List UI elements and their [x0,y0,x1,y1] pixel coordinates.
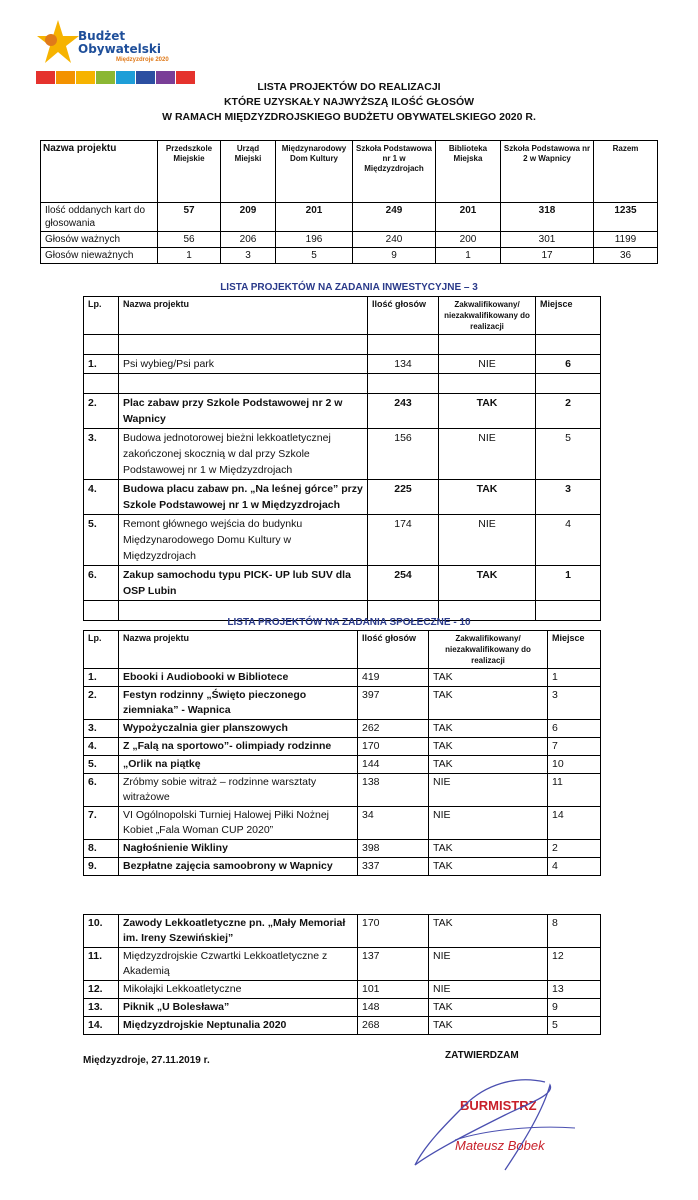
col-header: Nazwa projektu [119,631,358,669]
header-line-1: LISTA PROJEKTÓW DO REALIZACJI [257,81,441,93]
name-cell: Mikołajki Lekkoatletyczne [119,981,358,999]
name-cell: Zróbmy sobie witraż – rodzinne warsztaty witrażowe [119,774,358,807]
col-header: Lp. [84,297,119,335]
col-header: Nazwa projektu [119,297,368,335]
votes-cell: 134 [368,355,439,374]
table-row [84,566,601,601]
name-cell: Międzyzdrojskie Neptunalia 2020 [119,1017,358,1035]
votes-cell: 243 [368,394,439,429]
cell: 17 [501,248,594,264]
votes-cell: 144 [358,756,429,774]
place-cell: 11 [548,774,601,807]
table-row [84,669,601,687]
row-label: Ilość oddanych kart do głosowania [41,203,158,232]
name-cell: Wypożyczalnia gier planszowych [119,720,358,738]
lp-cell: 11. [84,948,119,981]
table-row [41,248,658,264]
qualified-cell: TAK [429,687,548,720]
name-cell: Plac zabaw przy Szkole Podstawowej nr 2 w Wapnicy [119,394,368,429]
votes-cell: 138 [358,774,429,807]
place-cell: 13 [548,981,601,999]
name-cell: Zakup samochodu typu PICK- UP lub SUV dla OSP Lubin [119,566,368,601]
invest-table [83,296,601,621]
table-row [84,915,601,948]
place-cell: 4 [548,858,601,876]
table-row [84,1017,601,1035]
lp-cell: 1. [84,355,119,374]
votes-cell: 34 [358,807,429,840]
lp-cell: 3. [84,429,119,480]
table-row [84,999,601,1017]
header-line-2: KTÓRE UZYSKAŁY NAJWYŻSZĄ ILOŚĆ GŁOSÓW [223,96,475,108]
cell: 301 [501,232,594,248]
place-cell: 1 [548,669,601,687]
place-cell: 3 [548,687,601,720]
stamp-name: Mateusz Bobek [455,1138,545,1153]
votes-cell: 397 [358,687,429,720]
place-cell: 10 [548,756,601,774]
cell: 240 [353,232,436,248]
place-cell: 5 [548,1017,601,1035]
col-header: Szkoła Podstawowa nr 2 w Wapnicy [501,141,594,203]
col-header: Lp. [84,631,119,669]
name-cell: Festyn rodzinny „Święto pieczonego ziemniaka” - Wapnica [119,687,358,720]
col-header: Przedszkole Miejskie [158,141,221,203]
col-header: Zakwalifikowany/ niezakwalifikowany do realizacji [429,631,548,669]
votes-cell: 174 [368,515,439,566]
table-row [84,948,601,981]
qualified-cell: TAK [429,1017,548,1035]
col-header: Miejsce [548,631,601,669]
document-date: Międzyzdroje, 27.11.2019 r. [83,1055,210,1066]
qualified-cell: TAK [429,756,548,774]
name-cell: „Orlik na piątkę [119,756,358,774]
votes-cell: 254 [368,566,439,601]
table-row [84,429,601,480]
lp-cell: 1. [84,669,119,687]
cell: 57 [158,203,221,232]
header-line-3: W RAMACH MIĘDZYZDROJSKIEGO BUDŻETU OBYWATELSKIEGO 2020 R. [162,111,536,123]
place-cell: 2 [536,394,601,429]
cell: 1235 [594,203,658,232]
table-row [84,687,601,720]
budget-logo [36,18,196,88]
votes-cell: 101 [358,981,429,999]
table-row [84,807,601,840]
place-cell: 4 [536,515,601,566]
cell: 200 [436,232,501,248]
table-header-row [84,631,601,669]
logo-text-1: Budżet [78,29,126,43]
lp-cell: 2. [84,687,119,720]
invest-title: LISTA PROJEKTÓW NA ZADANIA INWESTYCYJNE – 3 [220,282,478,293]
approval-label: ZATWIERDZAM [445,1050,519,1061]
votes-cell: 268 [358,1017,429,1035]
qualified-cell: NIE [439,515,536,566]
table-row [41,232,658,248]
votes-cell: 262 [358,720,429,738]
place-cell: 5 [536,429,601,480]
cell: 1 [436,248,501,264]
name-cell: Bezpłatne zajęcia samoobrony w Wapnicy [119,858,358,876]
signature-stamp [395,1070,595,1180]
name-cell: Międzyzdrojskie Czwartki Lekkoatletyczne z Akademią [119,948,358,981]
votes-cell: 337 [358,858,429,876]
lp-cell: 12. [84,981,119,999]
stamp-title: BURMISTRZ [460,1098,537,1113]
votes-cell: 137 [358,948,429,981]
signature-icon [395,1070,595,1180]
table-row [84,981,601,999]
votes-cell: 148 [358,999,429,1017]
lp-cell: 5. [84,756,119,774]
row-label: Głosów ważnych [41,232,158,248]
cell: 318 [501,203,594,232]
col-header: Szkoła Podstawowa nr 1 w Międzyzdrojach [353,141,436,203]
table-header-row [41,141,658,203]
table-row [84,515,601,566]
lp-cell: 8. [84,840,119,858]
name-cell: Ebooki i Audiobooki w Bibliotece [119,669,358,687]
place-cell: 2 [548,840,601,858]
star-logo-icon [36,18,80,68]
place-cell: 6 [548,720,601,738]
col-header: Biblioteka Miejska [436,141,501,203]
social-table-continued [83,914,601,1035]
votes-cell: 225 [368,480,439,515]
name-cell: Z „Falą na sportowo”- olimpiady rodzinne [119,738,358,756]
qualified-cell: NIE [429,948,548,981]
col-header: Nazwa projektu [41,141,158,203]
qualified-cell: TAK [439,566,536,601]
name-cell: Budowa placu zabaw pn. „Na leśnej górce” przy Szkole Podstawowej nr 1 w Międzyzdrojach [119,480,368,515]
cell: 206 [221,232,276,248]
social-table [83,630,601,876]
cell: 201 [436,203,501,232]
social-title: LISTA PROJEKTÓW NA ZADANIA SPOŁECZNE - 10 [227,617,471,628]
col-header: Międzynarodowy Dom Kultury [276,141,353,203]
lp-cell: 6. [84,566,119,601]
table-row [84,355,601,374]
place-cell: 9 [548,999,601,1017]
table-row [41,203,658,232]
cell: 1 [158,248,221,264]
place-cell: 14 [548,807,601,840]
cell: 3 [221,248,276,264]
qualified-cell: TAK [439,480,536,515]
lp-cell: 5. [84,515,119,566]
cell: 196 [276,232,353,248]
qualified-cell: NIE [429,774,548,807]
place-cell: 8 [548,915,601,948]
table-row [84,756,601,774]
col-header: Ilość głosów [368,297,439,335]
name-cell: Psi wybieg/Psi park [119,355,368,374]
lp-cell: 14. [84,1017,119,1035]
table-header-row [84,297,601,335]
col-header: Urząd Miejski [221,141,276,203]
votes-cell: 419 [358,669,429,687]
qualified-cell: NIE [439,429,536,480]
cell: 56 [158,232,221,248]
lp-cell: 13. [84,999,119,1017]
lp-cell: 4. [84,480,119,515]
qualified-cell: TAK [429,720,548,738]
lp-cell: 4. [84,738,119,756]
name-cell: Remont głównego wejścia do budynku Międzynarodowego Domu Kultury w Międzyzdrojach [119,515,368,566]
table-row [84,858,601,876]
cell: 209 [221,203,276,232]
name-cell: Nagłośnienie Wikliny [119,840,358,858]
table-row [84,840,601,858]
lp-cell: 9. [84,858,119,876]
lp-cell: 10. [84,915,119,948]
votes-cell: 170 [358,738,429,756]
qualified-cell: TAK [429,669,548,687]
qualified-cell: NIE [429,981,548,999]
qualified-cell: TAK [429,738,548,756]
place-cell: 1 [536,566,601,601]
lp-cell: 2. [84,394,119,429]
cell: 201 [276,203,353,232]
col-header: Miejsce [536,297,601,335]
qualified-cell: TAK [429,840,548,858]
table-row [84,738,601,756]
qualified-cell: TAK [429,858,548,876]
logo-text-2: Obywatelski [78,42,162,56]
cell: 36 [594,248,658,264]
qualified-cell: NIE [429,807,548,840]
row-label: Głosów nieważnych [41,248,158,264]
col-header: Ilość głosów [358,631,429,669]
votes-cell: 156 [368,429,439,480]
name-cell: VI Ogólnopolski Turniej Halowej Piłki Nożnej Kobiet „Fala Woman CUP 2020” [119,807,358,840]
place-cell: 3 [536,480,601,515]
table-row [84,480,601,515]
lp-cell: 7. [84,807,119,840]
name-cell: Budowa jednotorowej bieżni lekkoatletycznej zakończonej skocznią w dal przy Szkole Podstawowej nr 1 w Międzyzdrojach [119,429,368,480]
votes-cell: 398 [358,840,429,858]
votes-cell: 170 [358,915,429,948]
table-row [84,774,601,807]
place-cell: 7 [548,738,601,756]
place-cell: 12 [548,948,601,981]
table-row [84,720,601,738]
qualified-cell: TAK [429,999,548,1017]
summary-table [40,140,658,264]
cell: 9 [353,248,436,264]
logo-text-3: Międzyzdroje 2020 [116,57,169,63]
lp-cell: 3. [84,720,119,738]
place-cell: 6 [536,355,601,374]
qualified-cell: NIE [439,355,536,374]
name-cell: Zawody Lekkoatletyczne pn. „Mały Memoriał im. Ireny Szewińskiej” [119,915,358,948]
col-header: Zakwalifikowany/ niezakwalifikowany do realizacji [439,297,536,335]
cell: 5 [276,248,353,264]
cell: 1199 [594,232,658,248]
qualified-cell: TAK [429,915,548,948]
cell: 249 [353,203,436,232]
name-cell: Piknik „U Bolesława” [119,999,358,1017]
qualified-cell: TAK [439,394,536,429]
col-header: Razem [594,141,658,203]
lp-cell: 6. [84,774,119,807]
table-row [84,394,601,429]
